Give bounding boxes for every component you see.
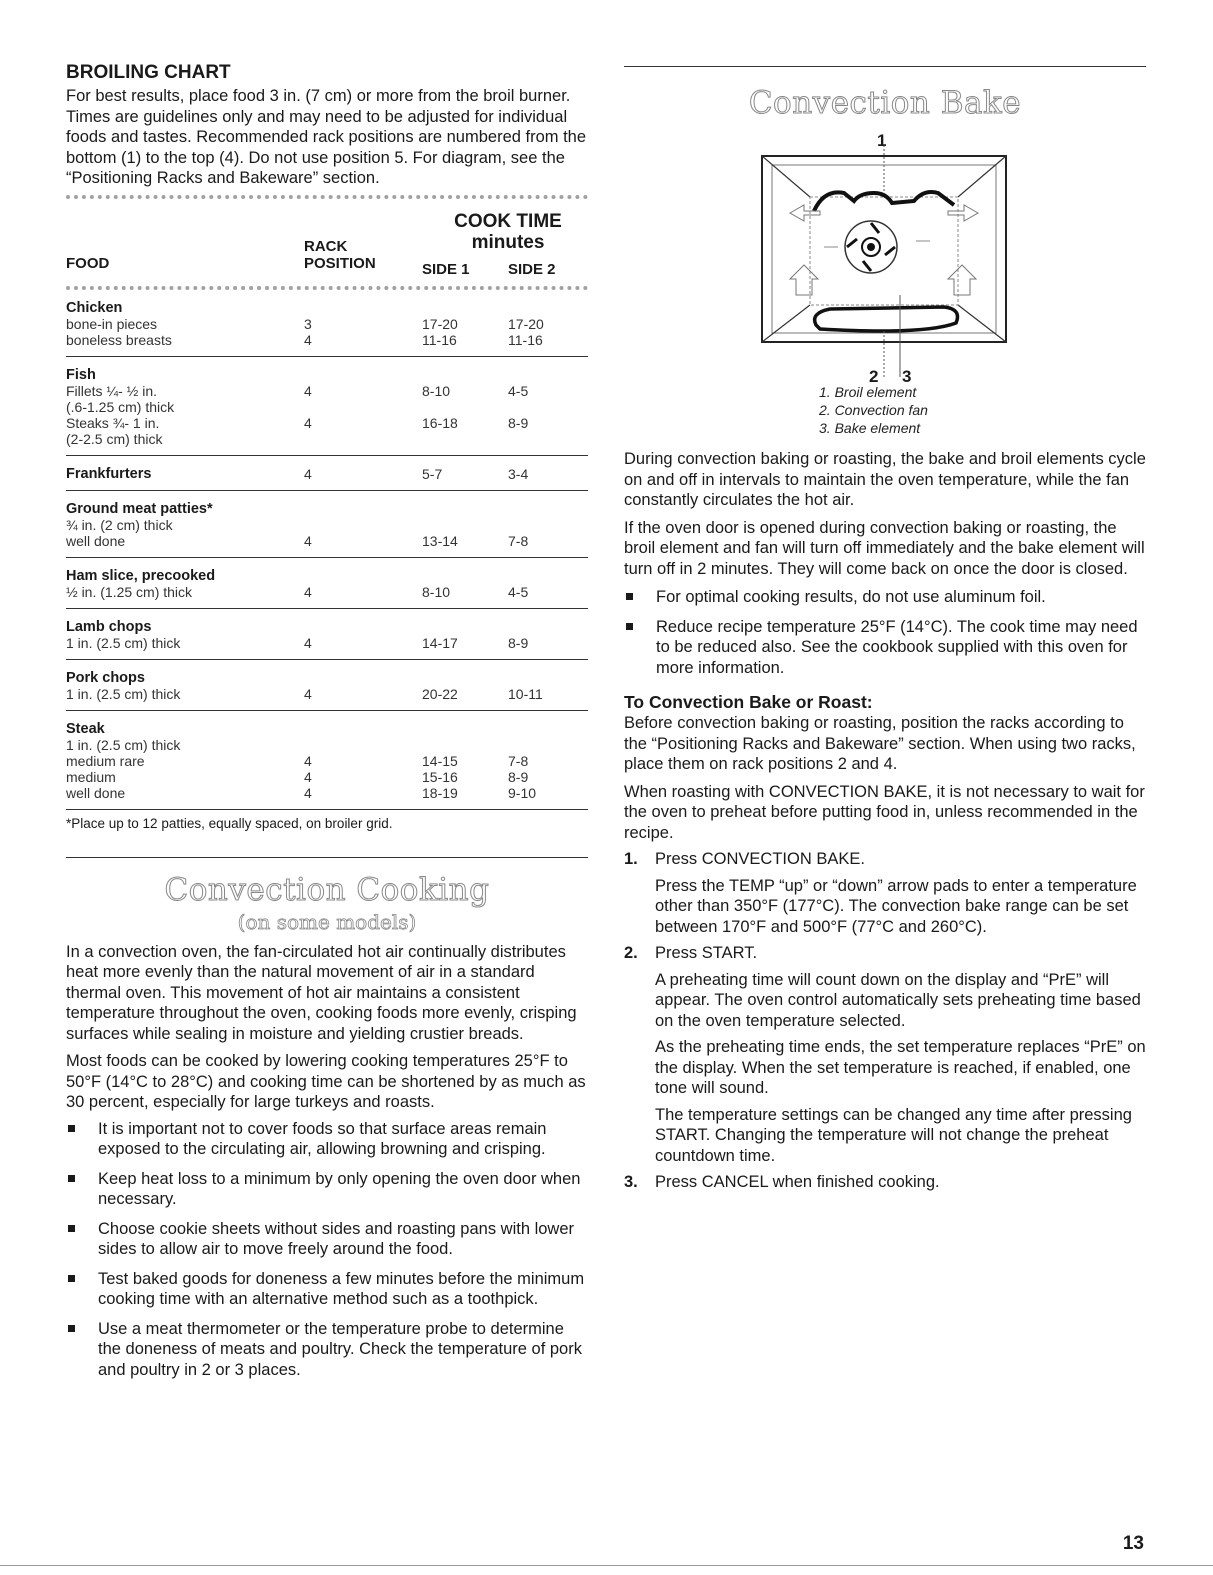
broiling-table	[66, 203, 588, 278]
step-number: 1.	[624, 850, 638, 868]
page-number: 13	[1122, 1533, 1144, 1554]
cell-s2	[508, 670, 588, 686]
cell-s2: 4-5	[508, 583, 529, 600]
cell-s2	[508, 501, 588, 517]
diagram-captions	[819, 383, 1146, 437]
bullet-item	[66, 1269, 588, 1310]
left-column	[66, 62, 588, 1389]
cell-s2	[508, 431, 588, 447]
food-group	[66, 357, 588, 456]
convection-bake-sp1: Before convection baking or roasting, position the racks according to the “Positioning Racks and Bakeware” section. When using two racks, place them on rack positions 2 and 4.	[624, 714, 1136, 773]
food-group-table	[66, 466, 588, 482]
convection-cooking-bullets	[66, 1119, 588, 1381]
food-name: Frankfurters	[66, 465, 152, 482]
cell-s1: 17-20	[422, 315, 458, 332]
diagram-label-2: 2	[869, 367, 879, 386]
header-rack	[304, 203, 422, 278]
convection-bake-title: Convection Bake	[748, 85, 1022, 121]
cell-rack	[304, 721, 422, 737]
convection-bake-subheading: To Convection Bake or Roast:	[624, 692, 873, 712]
cell-rack	[304, 399, 422, 415]
cell-s2: 7-8	[508, 752, 529, 769]
cell-food: boneless breasts	[66, 331, 172, 348]
cell-rack	[304, 619, 422, 635]
cell-food: medium	[66, 768, 116, 785]
food-name: Steak	[66, 720, 105, 737]
convection-cooking-title: Convection Cooking	[164, 871, 490, 908]
bottom-rule	[0, 1565, 1213, 1566]
convection-bake-bullets	[624, 587, 1146, 678]
cell-food: ½ in. (1.25 cm) thick	[66, 583, 193, 600]
table-row	[66, 737, 588, 753]
diagram-label-3: 3	[902, 367, 912, 386]
food-name: Pork chops	[66, 669, 145, 686]
cell-rack	[304, 737, 422, 753]
cell-s1: 20-22	[422, 685, 458, 702]
cell-s2	[508, 568, 588, 584]
convection-bake-p2: If the oven door is opened during convection baking or roasting, the broil element and fan will turn off immediately and the bake element will turn off in 2 minutes. They will come back on once the door is closed.	[624, 518, 1145, 578]
cell-s2: 8-9	[508, 768, 529, 785]
table-row	[66, 399, 588, 415]
cell-s2	[508, 300, 588, 316]
broiling-intro: For best results, place food 3 in. (7 cm) or more from the broil burner. Times are guidelines only and may need to be adjusted for individual foods and tastes. Recommended rack positions are numbered from the bottom (1) to the top (4). Do not use position 5. For diagram, see the “Positioning Racks and Bakeware” section.	[66, 87, 587, 187]
cell-s2	[508, 619, 588, 635]
broil-footnote: *Place up to 12 patties, equally spaced, on broiler grid.	[66, 815, 393, 831]
table-row	[66, 686, 588, 702]
cell-s2	[508, 721, 588, 737]
food-name: Fish	[66, 366, 96, 383]
bullet-item	[624, 587, 1146, 608]
cell-s1: 11-16	[422, 331, 457, 348]
cell-s1: 14-17	[422, 634, 458, 651]
cell-rack	[304, 300, 422, 316]
cell-s1: 8-10	[422, 583, 451, 600]
cell-food: (.6-1.25 cm) thick	[66, 398, 175, 415]
food-name: Ham slice, precooked	[66, 567, 216, 584]
cell-s2: 17-20	[508, 315, 544, 332]
header-side2: SIDE 2	[508, 260, 556, 278]
diagram-label-1: 1	[877, 131, 887, 150]
cell-s1	[422, 670, 508, 686]
cell-s2: 3-4	[508, 465, 529, 482]
table-row	[66, 332, 588, 348]
cell-s1	[422, 367, 508, 383]
bullet-square-icon	[68, 1325, 75, 1332]
cell-s1	[422, 568, 508, 584]
food-name-row	[66, 466, 588, 482]
food-group	[66, 558, 588, 609]
cell-s1: 16-18	[422, 414, 458, 431]
food-group	[66, 294, 588, 357]
cell-s2	[508, 399, 588, 415]
cell-food: bone-in pieces	[66, 315, 158, 332]
food-group-table	[66, 501, 588, 549]
cell-food: Steaks ¾- 1 in.	[66, 414, 160, 431]
cell-rack: 4	[304, 685, 312, 702]
header-cook-time	[422, 203, 588, 278]
table-row	[66, 769, 588, 785]
cell-s2: 8-9	[508, 414, 529, 431]
cell-s1	[422, 737, 508, 753]
cell-rack	[304, 501, 422, 517]
cell-s2: 4-5	[508, 382, 529, 399]
bullet-square-icon	[626, 623, 633, 630]
cell-rack: 3	[304, 315, 312, 332]
table-row	[66, 383, 588, 399]
cell-rack	[304, 367, 422, 383]
cell-s2: 8-9	[508, 634, 529, 651]
cell-food: 1 in. (2.5 cm) thick	[66, 685, 181, 702]
cell-s1: 5-7	[422, 465, 443, 482]
cell-food: medium rare	[66, 752, 145, 769]
cell-s2: 11-16	[508, 331, 543, 348]
food-name-row	[66, 501, 588, 517]
step-item	[624, 943, 1146, 1166]
food-name: Chicken	[66, 299, 123, 316]
bullet-text: Reduce recipe temperature 25°F (14°C). The cook time may need to be reduced also. See the cookbook supplied with this oven for more information.	[656, 617, 1138, 677]
step-text: Press CANCEL when finished cooking.	[655, 1173, 940, 1191]
food-name-row	[66, 721, 588, 737]
step-number: 2.	[624, 944, 638, 962]
bullet-text: It is important not to cover foods so that surface areas remain exposed to the circulating air, allowing browning and crisping.	[98, 1119, 547, 1158]
cell-rack	[304, 568, 422, 584]
table-row	[66, 785, 588, 801]
table-row	[66, 584, 588, 600]
cell-s1	[422, 619, 508, 635]
food-group-table	[66, 619, 588, 651]
cell-s1	[422, 431, 508, 447]
cell-s1: 14-15	[422, 752, 458, 769]
cell-s2: 9-10	[508, 784, 537, 801]
convection-bake-steps	[624, 849, 1146, 1193]
convection-cooking-subtitle: (on some models)	[237, 909, 417, 934]
food-group-table	[66, 300, 588, 348]
cell-rack	[304, 670, 422, 686]
cell-s1	[422, 721, 508, 737]
bullet-square-icon	[68, 1175, 75, 1182]
cell-s1: 13-14	[422, 532, 458, 549]
broiling-table-body	[66, 294, 588, 810]
bullet-item	[66, 1119, 588, 1160]
step-text: Press START.	[655, 944, 758, 962]
cell-s2	[508, 367, 588, 383]
food-name: Lamb chops	[66, 618, 152, 635]
cell-s1	[422, 501, 508, 517]
cell-rack: 4	[304, 784, 312, 801]
convection-cooking-p1: In a convection oven, the fan-circulated hot air continually distributes heat more evenly than the natural movement of air in a standard thermal oven. This movement of hot air maintains a consistent temperature throughout the oven, cooking foods more evenly, crisping surfaces while sealing in moisture and yielding crustier breads.	[66, 942, 577, 1043]
table-row	[66, 753, 588, 769]
table-row	[66, 517, 588, 533]
bullet-square-icon	[626, 593, 633, 600]
food-name-row	[66, 367, 588, 383]
food-name-row	[66, 619, 588, 635]
header-food: FOOD	[66, 254, 110, 272]
food-group-table	[66, 568, 588, 600]
food-group-table	[66, 367, 588, 447]
cell-food: (2-2.5 cm) thick	[66, 430, 163, 447]
cell-food: well done	[66, 532, 126, 549]
cell-rack: 4	[304, 768, 312, 785]
bullet-item	[624, 617, 1146, 679]
bullet-item	[66, 1219, 588, 1260]
header-rack-line1: RACK	[304, 237, 348, 255]
table-row	[66, 415, 588, 431]
cell-s1	[422, 517, 508, 533]
bullet-text: For optimal cooking results, do not use aluminum foil.	[656, 588, 1046, 606]
cell-food: 1 in. (2.5 cm) thick	[66, 634, 181, 651]
bullet-text: Test baked goods for doneness a few minutes before the minimum cooking time with an alternative method such as a toothpick.	[98, 1269, 585, 1308]
cell-rack: 4	[304, 752, 312, 769]
food-group-table	[66, 721, 588, 801]
cell-rack	[304, 517, 422, 533]
header-rack-line2: POSITION	[304, 254, 376, 272]
food-group	[66, 711, 588, 810]
right-column	[624, 62, 1146, 1199]
table-row	[66, 635, 588, 651]
caption-convection-fan: 2. Convection fan	[819, 402, 928, 418]
step-paragraph: Press the TEMP “up” or “down” arrow pads to enter a temperature other than 350°F (177°C). The convection bake range can be set between 170°F and 500°F (77°C and 260°C).	[655, 876, 1137, 936]
bullet-text: Use a meat thermometer or the temperature probe to determine the doneness of meats and poultry. Check the temperature of pork and poultry in 2 or 3 places.	[98, 1319, 582, 1379]
broiling-chart-heading: BROILING CHART	[66, 62, 231, 83]
food-group-table	[66, 670, 588, 702]
cell-s2	[508, 737, 588, 753]
food-name-row	[66, 670, 588, 686]
header-cook-time-line2: minutes	[471, 231, 545, 253]
bullet-square-icon	[68, 1225, 75, 1232]
table-header-row	[66, 203, 588, 278]
convection-bake-sp2: When roasting with CONVECTION BAKE, it is not necessary to wait for the oven to preheat before putting food in, unless recommended in the recipe.	[624, 782, 1145, 842]
food-group	[66, 491, 588, 558]
food-name-row	[66, 300, 588, 316]
cell-s1: 18-19	[422, 784, 458, 801]
header-side1: SIDE 1	[422, 260, 470, 278]
bullet-text: Choose cookie sheets without sides and roasting pans with lower sides to allow air to move freely around the food.	[98, 1219, 575, 1258]
food-group	[66, 609, 588, 660]
table-row	[66, 431, 588, 447]
cell-rack: 4	[304, 414, 312, 431]
cell-rack: 4	[304, 331, 312, 348]
cell-rack: 4	[304, 465, 312, 482]
food-name: Ground meat patties*	[66, 500, 213, 517]
cell-s2: 7-8	[508, 532, 529, 549]
food-group	[66, 456, 588, 491]
convection-cooking-p2: Most foods can be cooked by lowering cooking temperatures 25°F to 50°F (14°C to 28°C) and cooking time can be shortened by as much as 30 percent, especially for large turkeys and roasts.	[66, 1052, 586, 1111]
caption-broil-element: 1. Broil element	[819, 384, 917, 400]
food-group	[66, 660, 588, 711]
header-cook-time-line1: COOK TIME	[454, 210, 562, 232]
cell-food: 1 in. (2.5 cm) thick	[66, 736, 181, 753]
cell-food: ¾ in. (2 cm) thick	[66, 516, 173, 533]
table-row	[66, 316, 588, 332]
cell-rack: 4	[304, 634, 312, 651]
bullet-item	[66, 1319, 588, 1381]
bullet-item	[66, 1169, 588, 1210]
convection-bake-p1: During convection baking or roasting, the bake and broil elements cycle on and off in intervals to maintain the oven temperature, while the fan constantly circulates the hot air.	[624, 450, 1146, 509]
cell-food: well done	[66, 784, 126, 801]
cell-s1: 8-10	[422, 382, 451, 399]
cell-food: Fillets ¼- ½ in.	[66, 382, 158, 399]
oven-diagram	[624, 125, 1146, 385]
bullet-square-icon	[68, 1275, 75, 1282]
bullet-square-icon	[68, 1125, 75, 1132]
cell-rack: 4	[304, 382, 312, 399]
step-item	[624, 849, 1146, 937]
step-paragraph: A preheating time will count down on the display and “PrE” will appear. The oven control automatically sets preheating time based on the oven temperature selected.	[655, 970, 1141, 1030]
step-item	[624, 1172, 1146, 1193]
step-paragraph: The temperature settings can be changed any time after pressing START. Changing the temperature will not change the preheat countdown time.	[655, 1105, 1132, 1165]
cell-rack: 4	[304, 583, 312, 600]
cell-rack	[304, 431, 422, 447]
cell-s2	[508, 517, 588, 533]
caption-bake-element: 3. Bake element	[819, 420, 921, 436]
cell-s1: 15-16	[422, 768, 458, 785]
step-number: 3.	[624, 1173, 638, 1191]
table-row	[66, 533, 588, 549]
right-top-rule	[624, 66, 1146, 67]
oven-cavity-illustration	[624, 145, 1146, 385]
table-header-rule	[66, 286, 588, 290]
table-top-rule	[66, 195, 588, 199]
cell-rack: 4	[304, 532, 312, 549]
step-paragraph: As the preheating time ends, the set temperature replaces “PrE” on the display. When the set temperature is reached, if enabled, one tone will sound.	[655, 1038, 1146, 1097]
section-rule	[66, 857, 588, 858]
cell-s1	[422, 300, 508, 316]
bullet-text: Keep heat loss to a minimum by only opening the oven door when necessary.	[98, 1169, 581, 1208]
cell-s1	[422, 399, 508, 415]
food-name-row	[66, 568, 588, 584]
cell-s2: 10-11	[508, 685, 543, 702]
step-text: Press CONVECTION BAKE.	[655, 850, 865, 868]
